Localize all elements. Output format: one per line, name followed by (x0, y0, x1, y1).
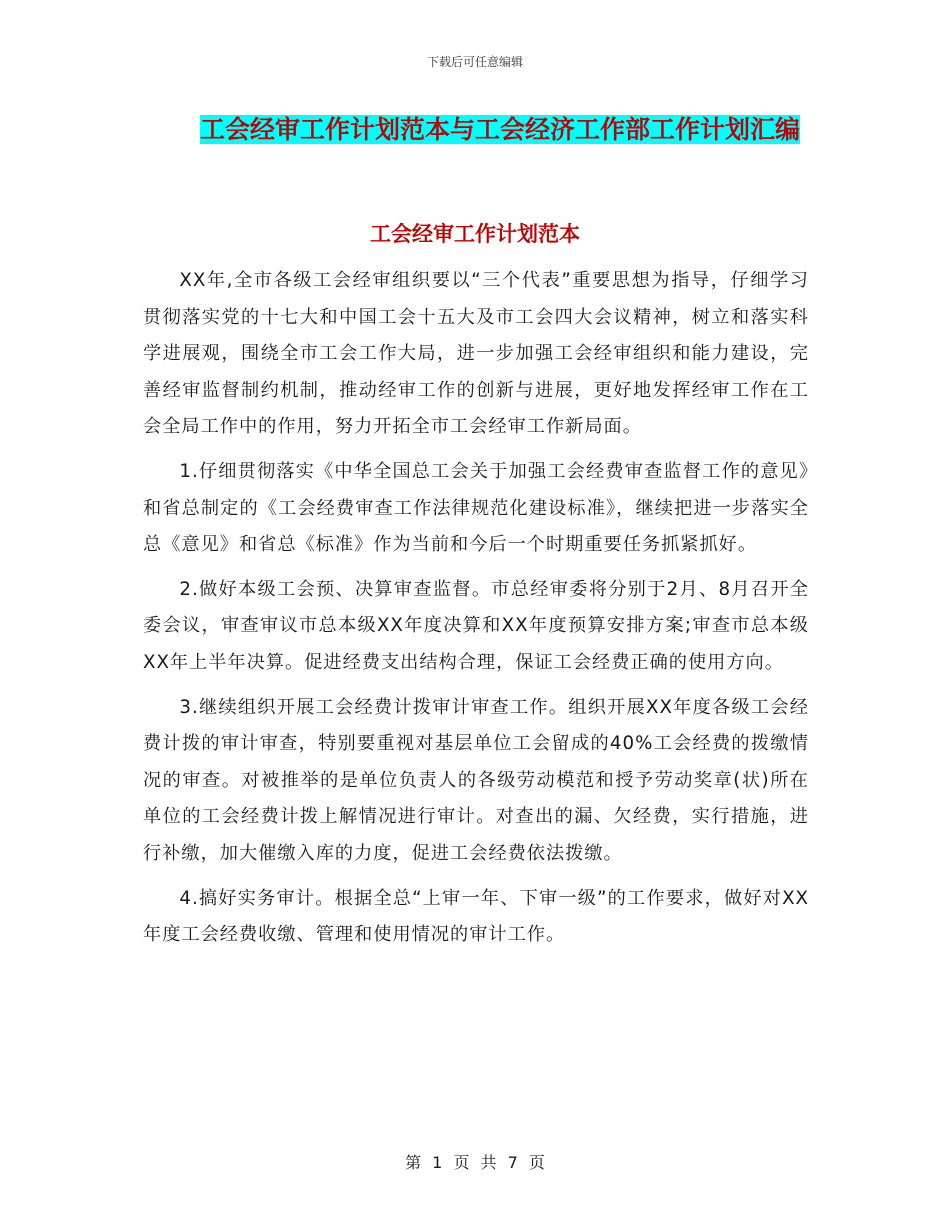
paragraph-intro: XX年,全市各级工会经审组织要以“三个代表”重要思想为指导，仔细学习贯彻落实党的十七大和中国工会十五大及市工会四大会议精神，树立和落实科学进展观，围绕全市工会工作大局，进一步加强工会经审组织和能力建设，完善经审监督制约机制，推动经审工作的创新与进展，更好地发挥经审工作在工会全局工作中的作用，努力开拓全市工会经审工作新局面。 (143, 270, 809, 438)
paragraph-item-2: 2.做好本级工会预、决算审查监督。市总经审委将分别于2月、8月召开全委会议，审查审议市总本级XX年度决算和XX年度预算安排方案;审查市总本级XX年上半年决算。促进经费支出结构合理，保证工会经费正确的使用方向。 (143, 578, 809, 673)
paragraph-item-3: 3.继续组织开展工会经费计拨审计审查工作。组织开展XX年度各级工会经费计拨的审计审查，特别要重视对基层单位工会留成的40%工会经费的拨缴情况的审查。对被推举的是单位负责人的各级劳动模范和授予劳动奖章(状)所在单位的工会经费计拨上解情况进行审计。对查出的漏、欠经费，实行措施，进行补缴，加大催缴入库的力度，促进工会经费依法拨缴。 (143, 696, 809, 864)
paragraph-item-4: 4.搞好实务审计。根据全总“上审一年、下审一级”的工作要求，做好对XX年度工会经费收缴、管理和使用情况的审计工作。 (143, 887, 809, 946)
body-text (143, 263, 809, 962)
page-number-footer: 第 1 页 共 7 页 (405, 1153, 545, 1172)
document-title-text: 工会经审工作计划范本与工会经济工作部工作计划汇编 (199, 115, 800, 144)
section-title: 工会经审工作计划范本 (370, 222, 580, 246)
header-note: 下载后可任意编辑 (426, 55, 523, 69)
paragraph-item-1: 1.仔细贯彻落实《中华全国总工会关于加强工会经费审查监督工作的意见》和省总制定的《工会经费审查工作法律规范化建设标准》，继续把进一步落实全总《意见》和省总《标准》作为当前和今后一个时期重要任务抓紧抓好。 (143, 460, 809, 556)
document-title (150, 108, 850, 152)
